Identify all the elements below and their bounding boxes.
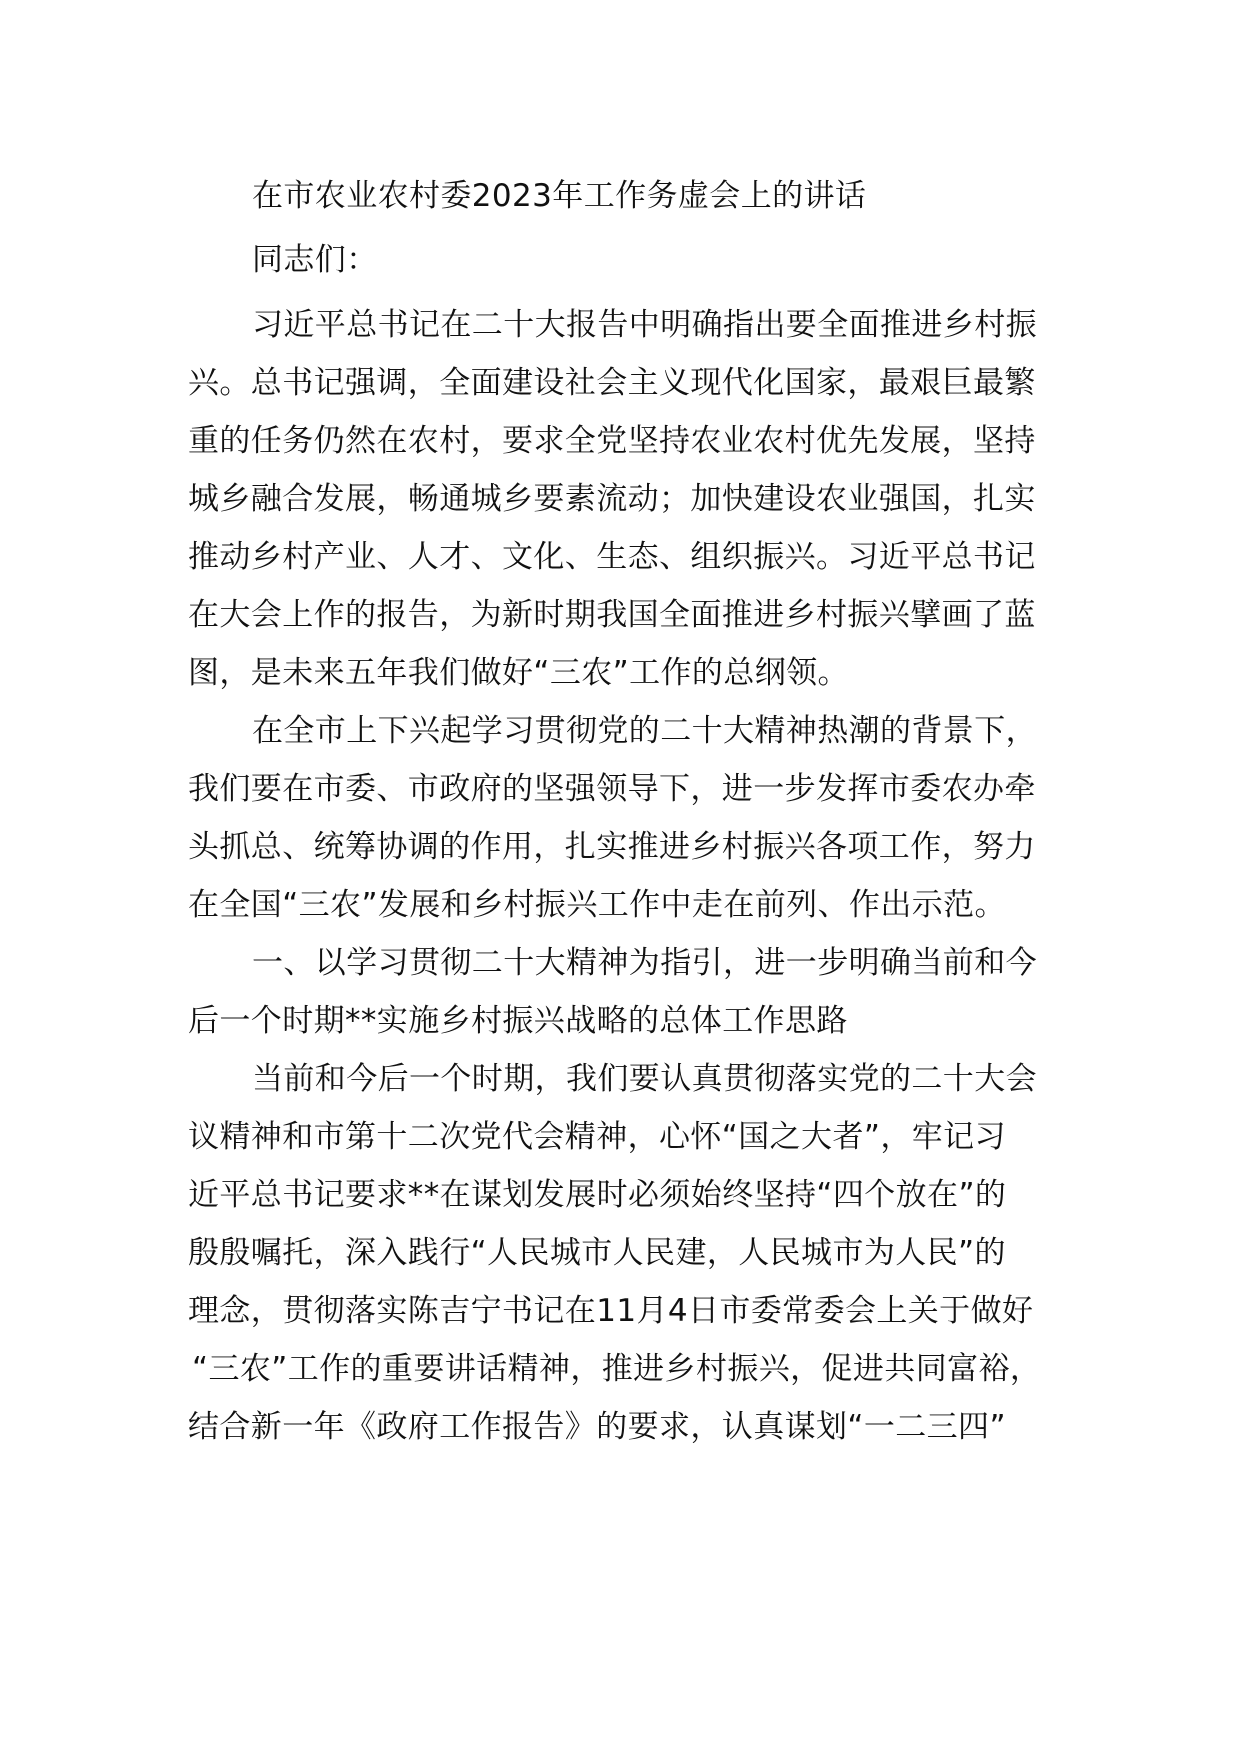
text-line: 兴。总书记强调，全面建设社会主义现代化国家，最艰巨最繁 xyxy=(188,365,1036,401)
text-line: 理念，贯彻落实陈吉宁书记在11月4日市委常委会上关于做好 xyxy=(188,1293,1034,1329)
text-line: “三农”工作的重要讲话精神，推进乡村振兴，促进共同富裕， xyxy=(192,1351,1042,1387)
text-line: 推动乡村产业、人才、文化、生态、组织振兴。习近平总书记 xyxy=(188,539,1036,575)
text-line: 头抓总、统筹协调的作用，扎实推进乡村振兴各项工作，努力 xyxy=(188,829,1036,865)
text-line: 在全市上下兴起学习贯彻党的二十大精神热潮的背景下， xyxy=(252,713,1037,749)
text-line: 我们要在市委、市政府的坚强领导下，进一步发挥市委农办牵 xyxy=(188,771,1036,807)
text-line: 结合新一年《政府工作报告》的要求，认真谋划“一二三四” xyxy=(188,1409,1006,1445)
section-heading-line: 后一个时期**实施乡村振兴战略的总体工作思路 xyxy=(188,1003,848,1039)
text-line: 在大会上作的报告，为新时期我国全面推进乡村振兴擘画了蓝 xyxy=(188,597,1036,633)
text-line: 议精神和市第十二次党代会精神，心怀“国之大者”，牢记习 xyxy=(188,1119,1006,1155)
document-title: 在市农业农村委2023年工作务虚会上的讲话 xyxy=(252,178,867,214)
text-line: 殷殷嘱托，深入践行“人民城市人民建，人民城市为人民”的 xyxy=(188,1235,1006,1271)
salutation: 同志们： xyxy=(252,242,378,278)
text-line: 在全国“三农”发展和乡村振兴工作中走在前列、作出示范。 xyxy=(188,887,1006,923)
text-line: 当前和今后一个时期，我们要认真贯彻落实党的二十大会 xyxy=(252,1061,1037,1097)
text-line: 图，是未来五年我们做好“三农”工作的总纲领。 xyxy=(188,655,849,691)
text-line: 习近平总书记在二十大报告中明确指出要全面推进乡村振 xyxy=(252,307,1037,343)
text-line: 近平总书记要求**在谋划发展时必须始终坚持“四个放在”的 xyxy=(188,1177,1007,1213)
text-line: 城乡融合发展，畅通城乡要素流动；加快建设农业强国，扎实 xyxy=(188,481,1036,517)
text-line: 重的任务仍然在农村，要求全党坚持农业农村优先发展，坚持 xyxy=(188,423,1036,459)
section-heading-line: 一、以学习贯彻二十大精神为指引，进一步明确当前和今 xyxy=(252,945,1037,981)
